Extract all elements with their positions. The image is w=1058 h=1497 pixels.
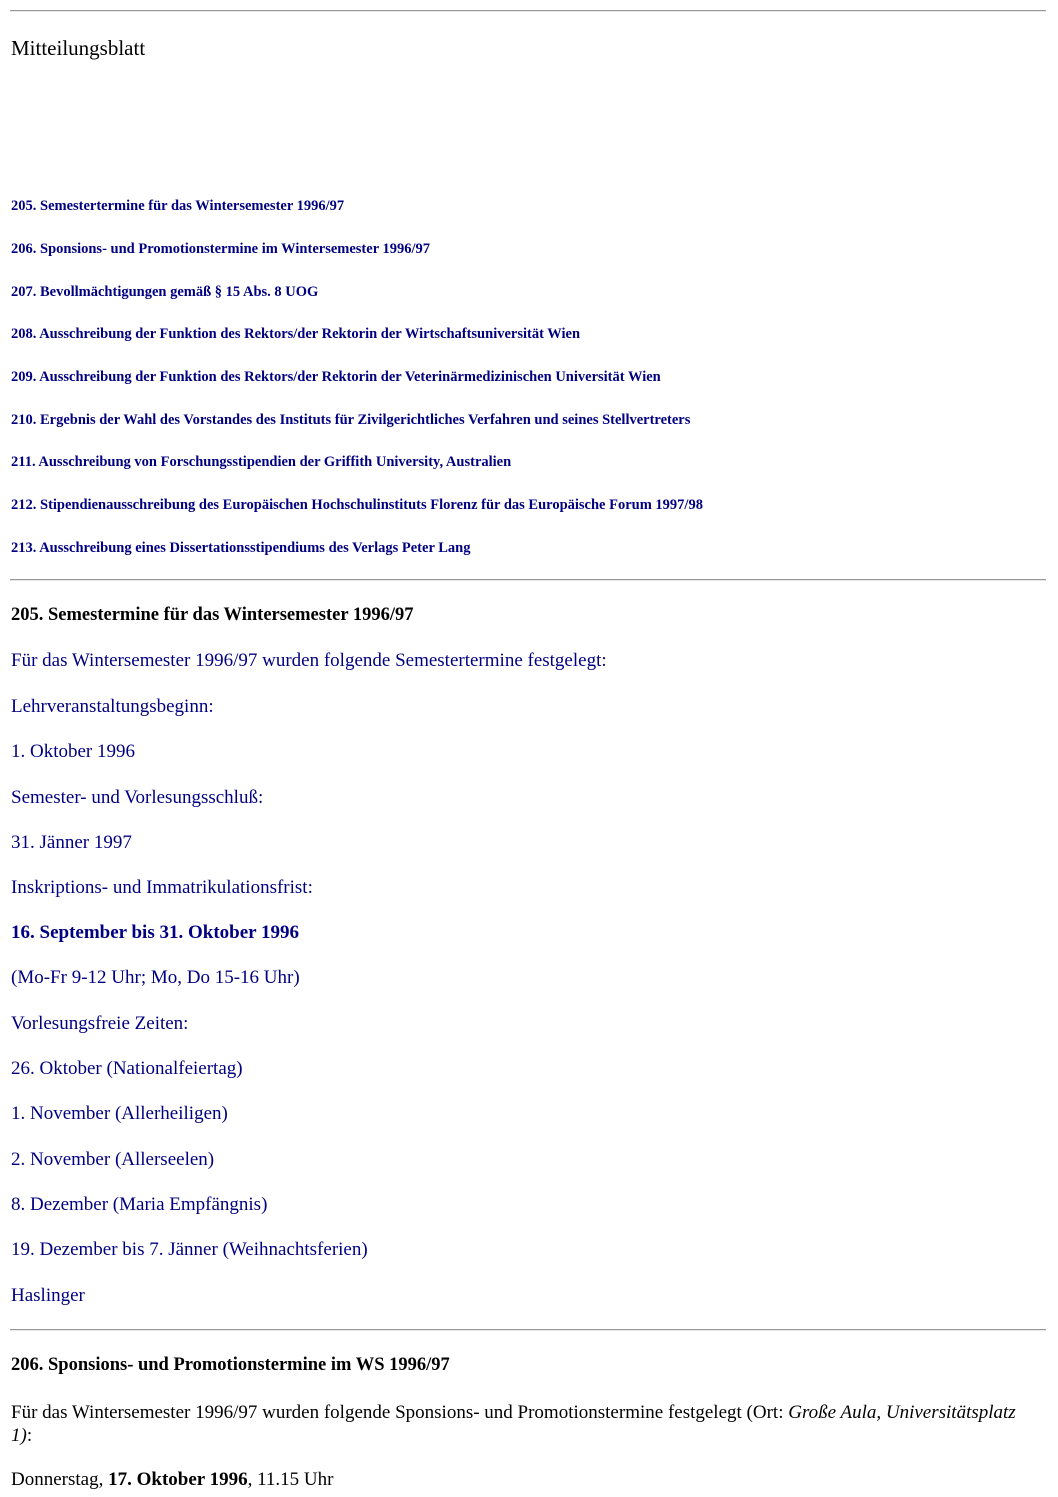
date-value: 17. Oktober 1996 <box>108 1469 248 1490</box>
toc-link-207[interactable]: 207. Bevollmächtigungen gemäß § 15 Abs. 8 UOG <box>11 284 319 300</box>
signature-name: Haslinger <box>11 1285 85 1306</box>
toc-link-213[interactable]: 213. Ausschreibung eines Dissertationsstipendiums des Verlags Peter Lang <box>11 540 471 556</box>
toc-link-206[interactable]: 206. Sponsions- und Promotionstermine im Wintersemester 1996/97 <box>11 241 431 257</box>
value-semester-end: 31. Jänner 1997 <box>11 832 132 853</box>
value-lecture-start: 1. Oktober 1996 <box>11 741 136 762</box>
enrollment-hours: (Mo-Fr 9-12 Uhr; Mo, Do 15-16 Uhr) <box>11 967 300 988</box>
label-semester-end: Semester- und Vorlesungsschluß: <box>11 787 264 808</box>
label-lecture-free: Vorlesungsfreie Zeiten: <box>11 1013 189 1034</box>
value-enrollment-period: 16. September bis 31. Oktober 1996 <box>11 922 299 943</box>
label-lecture-start: Lehrveranstaltungsbeginn: <box>11 696 214 717</box>
intro-place: Große Aula, Universitätsplatz 1) <box>11 1402 1016 1446</box>
toc-link-208[interactable]: 208. Ausschreibung der Funktion des Rektors/der Rektorin der Wirtschaftsuniversität Wien <box>11 326 581 342</box>
toc-link-211[interactable]: 211. Ausschreibung von Forschungsstipendien der Griffith University, Australien <box>11 454 512 470</box>
first-date-line <box>11 1469 333 1491</box>
intro-end: : <box>26 1425 33 1446</box>
holiday-immaculate: 8. Dezember (Maria Empfängnis) <box>11 1194 268 1215</box>
toc-link-205[interactable]: 205. Semestertermine für das Wintersemester 1996/97 <box>11 198 345 214</box>
section-divider-1 <box>10 579 1046 581</box>
section-205-heading: 205. Semestermine für das Wintersemester 1996/97 <box>11 605 414 625</box>
holiday-national: 26. Oktober (Nationalfeiertag) <box>11 1058 243 1079</box>
toc-link-210[interactable]: 210. Ergebnis der Wahl des Vorstandes des Instituts für Zivilgerichtliches Verfahren und seines Stellvertreters <box>11 412 691 428</box>
section-206-heading: 206. Sponsions- und Promotionstermine im WS 1996/97 <box>11 1355 450 1375</box>
intro-text: Für das Wintersemester 1996/97 wurden folgende Sponsions- und Promotionstermine festgelegt (Ort: <box>11 1402 789 1423</box>
date-weekday: Donnerstag, <box>11 1469 109 1490</box>
holiday-all-souls: 2. November (Allerseelen) <box>11 1149 215 1170</box>
toc-link-212[interactable]: 212. Stipendienausschreibung des Europäischen Hochschulinstituts Florenz für das Europäische Forum 1997/98 <box>11 497 703 513</box>
label-enrollment-period: Inskriptions- und Immatrikulationsfrist: <box>11 877 313 898</box>
top-divider <box>10 10 1046 12</box>
toc-link-209[interactable]: 209. Ausschreibung der Funktion des Rektors/der Rektorin der Veterinärmedizinischen Universität Wien <box>11 369 661 385</box>
section-divider-2 <box>10 1329 1046 1331</box>
section-206-intro <box>11 1401 1041 1447</box>
section-205-intro: Für das Wintersemester 1996/97 wurden folgende Semestertermine festgelegt: <box>11 650 607 671</box>
date-time: , 11.15 Uhr <box>247 1469 334 1490</box>
page-title: Mitteilungsblatt <box>11 36 146 60</box>
holiday-christmas: 19. Dezember bis 7. Jänner (Weihnachtsferien) <box>11 1239 368 1260</box>
holiday-all-saints: 1. November (Allerheiligen) <box>11 1103 228 1124</box>
